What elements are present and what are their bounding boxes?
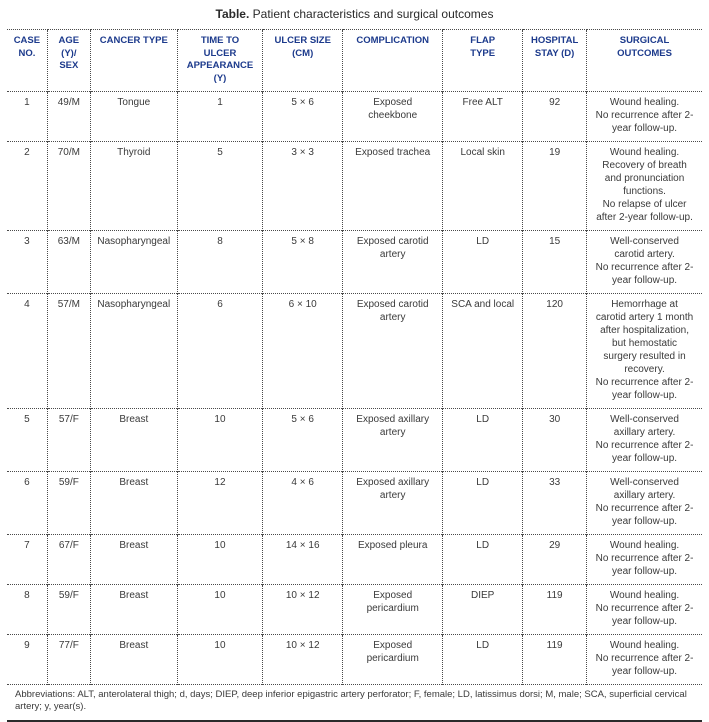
cell-complication: Exposed axillary artery — [343, 472, 443, 535]
cell-case_no: 1 — [7, 92, 47, 142]
col-header-time_to_ulcer_appearance: TIME TO ULCER APPEARANCE (Y) — [177, 30, 262, 92]
cell-case_no: 6 — [7, 472, 47, 535]
cell-age_sex: 59/F — [47, 472, 90, 535]
cell-time_to_ulcer_appearance: 12 — [177, 472, 262, 535]
cell-flap_type: DIEP — [443, 585, 523, 635]
cell-complication: Exposed pericardium — [343, 585, 443, 635]
cell-age_sex: 77/F — [47, 635, 90, 685]
cell-surgical_outcomes: Wound healing. Recovery of breath and pronunciation functions. No relapse of ulcer after 2-year follow-up. — [587, 142, 702, 231]
cell-cancer_type: Breast — [90, 472, 177, 535]
cell-age_sex: 70/M — [47, 142, 90, 231]
cell-age_sex: 59/F — [47, 585, 90, 635]
cell-complication: Exposed cheekbone — [343, 92, 443, 142]
cell-hospital_stay: 19 — [523, 142, 587, 231]
table-body — [7, 92, 702, 685]
cell-time_to_ulcer_appearance: 10 — [177, 635, 262, 685]
cell-case_no: 8 — [7, 585, 47, 635]
cell-case_no: 2 — [7, 142, 47, 231]
cell-ulcer_size: 10 × 12 — [263, 635, 343, 685]
cell-time_to_ulcer_appearance: 10 — [177, 585, 262, 635]
footnote: Abbreviations: ALT, anterolateral thigh; d, days; DIEP, deep inferior epigastric artery perforator; F, female; LD, latissimus dorsi; M, male; SCA, superficial cervical artery; y, year(s). — [7, 685, 702, 721]
col-header-complication: COMPLICATION — [343, 30, 443, 92]
header-row — [7, 30, 702, 92]
table-row — [7, 92, 702, 142]
cell-cancer_type: Breast — [90, 409, 177, 472]
cell-hospital_stay: 15 — [523, 231, 587, 294]
cell-ulcer_size: 5 × 6 — [263, 409, 343, 472]
cell-surgical_outcomes: Wound healing. No recurrence after 2-year follow-up. — [587, 535, 702, 585]
cell-ulcer_size: 5 × 6 — [263, 92, 343, 142]
table-title-prefix: Table. — [215, 7, 250, 21]
cell-flap_type: Free ALT — [443, 92, 523, 142]
col-header-hospital_stay: HOSPITAL STAY (D) — [523, 30, 587, 92]
cell-hospital_stay: 29 — [523, 535, 587, 585]
cell-flap_type: LD — [443, 472, 523, 535]
footnote-row — [7, 685, 702, 721]
cell-complication: Exposed axillary artery — [343, 409, 443, 472]
cell-cancer_type: Breast — [90, 535, 177, 585]
table-row — [7, 142, 702, 231]
cell-cancer_type: Thyroid — [90, 142, 177, 231]
cell-surgical_outcomes: Well-conserved axillary artery. No recurrence after 2-year follow-up. — [587, 409, 702, 472]
cell-time_to_ulcer_appearance: 6 — [177, 294, 262, 409]
table-row — [7, 635, 702, 685]
col-header-surgical_outcomes: SURGICAL OUTCOMES — [587, 30, 702, 92]
col-header-age_sex: AGE (Y)/ SEX — [47, 30, 90, 92]
cell-time_to_ulcer_appearance: 10 — [177, 535, 262, 585]
cell-case_no: 7 — [7, 535, 47, 585]
cell-hospital_stay: 119 — [523, 635, 587, 685]
cell-ulcer_size: 6 × 10 — [263, 294, 343, 409]
cell-surgical_outcomes: Wound healing. No recurrence after 2-year follow-up. — [587, 585, 702, 635]
cell-surgical_outcomes: Hemorrhage at carotid artery 1 month after hospitalization, but hemostatic surgery resulted in recovery. No recurrence after 2-year follow-up. — [587, 294, 702, 409]
cell-case_no: 5 — [7, 409, 47, 472]
cell-hospital_stay: 30 — [523, 409, 587, 472]
cell-hospital_stay: 119 — [523, 585, 587, 635]
cell-surgical_outcomes: Well-conserved carotid artery. No recurrence after 2-year follow-up. — [587, 231, 702, 294]
cell-flap_type: LD — [443, 535, 523, 585]
cell-time_to_ulcer_appearance: 5 — [177, 142, 262, 231]
table-row — [7, 585, 702, 635]
col-header-cancer_type: CANCER TYPE — [90, 30, 177, 92]
cell-hospital_stay: 120 — [523, 294, 587, 409]
cell-time_to_ulcer_appearance: 1 — [177, 92, 262, 142]
cell-age_sex: 57/M — [47, 294, 90, 409]
patient-table — [7, 29, 702, 722]
cell-surgical_outcomes: Wound healing. No recurrence after 2-year follow-up. — [587, 92, 702, 142]
table-row — [7, 231, 702, 294]
cell-complication: Exposed pleura — [343, 535, 443, 585]
cell-cancer_type: Nasopharyngeal — [90, 231, 177, 294]
cell-ulcer_size: 5 × 8 — [263, 231, 343, 294]
cell-time_to_ulcer_appearance: 8 — [177, 231, 262, 294]
table-row — [7, 535, 702, 585]
cell-age_sex: 49/M — [47, 92, 90, 142]
cell-cancer_type: Nasopharyngeal — [90, 294, 177, 409]
col-header-case_no: CASE NO. — [7, 30, 47, 92]
cell-hospital_stay: 92 — [523, 92, 587, 142]
cell-flap_type: LD — [443, 635, 523, 685]
cell-age_sex: 57/F — [47, 409, 90, 472]
cell-case_no: 9 — [7, 635, 47, 685]
cell-complication: Exposed trachea — [343, 142, 443, 231]
cell-flap_type: Local skin — [443, 142, 523, 231]
table-row — [7, 472, 702, 535]
table-title — [7, 0, 702, 29]
cell-flap_type: LD — [443, 231, 523, 294]
cell-complication: Exposed carotid artery — [343, 231, 443, 294]
cell-flap_type: SCA and local — [443, 294, 523, 409]
cell-surgical_outcomes: Wound healing. No recurrence after 2-year follow-up. — [587, 635, 702, 685]
cell-flap_type: LD — [443, 409, 523, 472]
cell-ulcer_size: 14 × 16 — [263, 535, 343, 585]
cell-surgical_outcomes: Well-conserved axillary artery. No recurrence after 2-year follow-up. — [587, 472, 702, 535]
cell-complication: Exposed carotid artery — [343, 294, 443, 409]
table-row — [7, 294, 702, 409]
cell-ulcer_size: 10 × 12 — [263, 585, 343, 635]
cell-time_to_ulcer_appearance: 10 — [177, 409, 262, 472]
col-header-flap_type: FLAP TYPE — [443, 30, 523, 92]
cell-case_no: 4 — [7, 294, 47, 409]
cell-ulcer_size: 4 × 6 — [263, 472, 343, 535]
cell-cancer_type: Breast — [90, 635, 177, 685]
col-header-ulcer_size: ULCER SIZE (CM) — [263, 30, 343, 92]
cell-complication: Exposed pericardium — [343, 635, 443, 685]
cell-hospital_stay: 33 — [523, 472, 587, 535]
cell-cancer_type: Breast — [90, 585, 177, 635]
cell-case_no: 3 — [7, 231, 47, 294]
table-row — [7, 409, 702, 472]
cell-age_sex: 63/M — [47, 231, 90, 294]
cell-ulcer_size: 3 × 3 — [263, 142, 343, 231]
cell-age_sex: 67/F — [47, 535, 90, 585]
table-title-text: Patient characteristics and surgical outcomes — [252, 7, 494, 21]
cell-cancer_type: Tongue — [90, 92, 177, 142]
